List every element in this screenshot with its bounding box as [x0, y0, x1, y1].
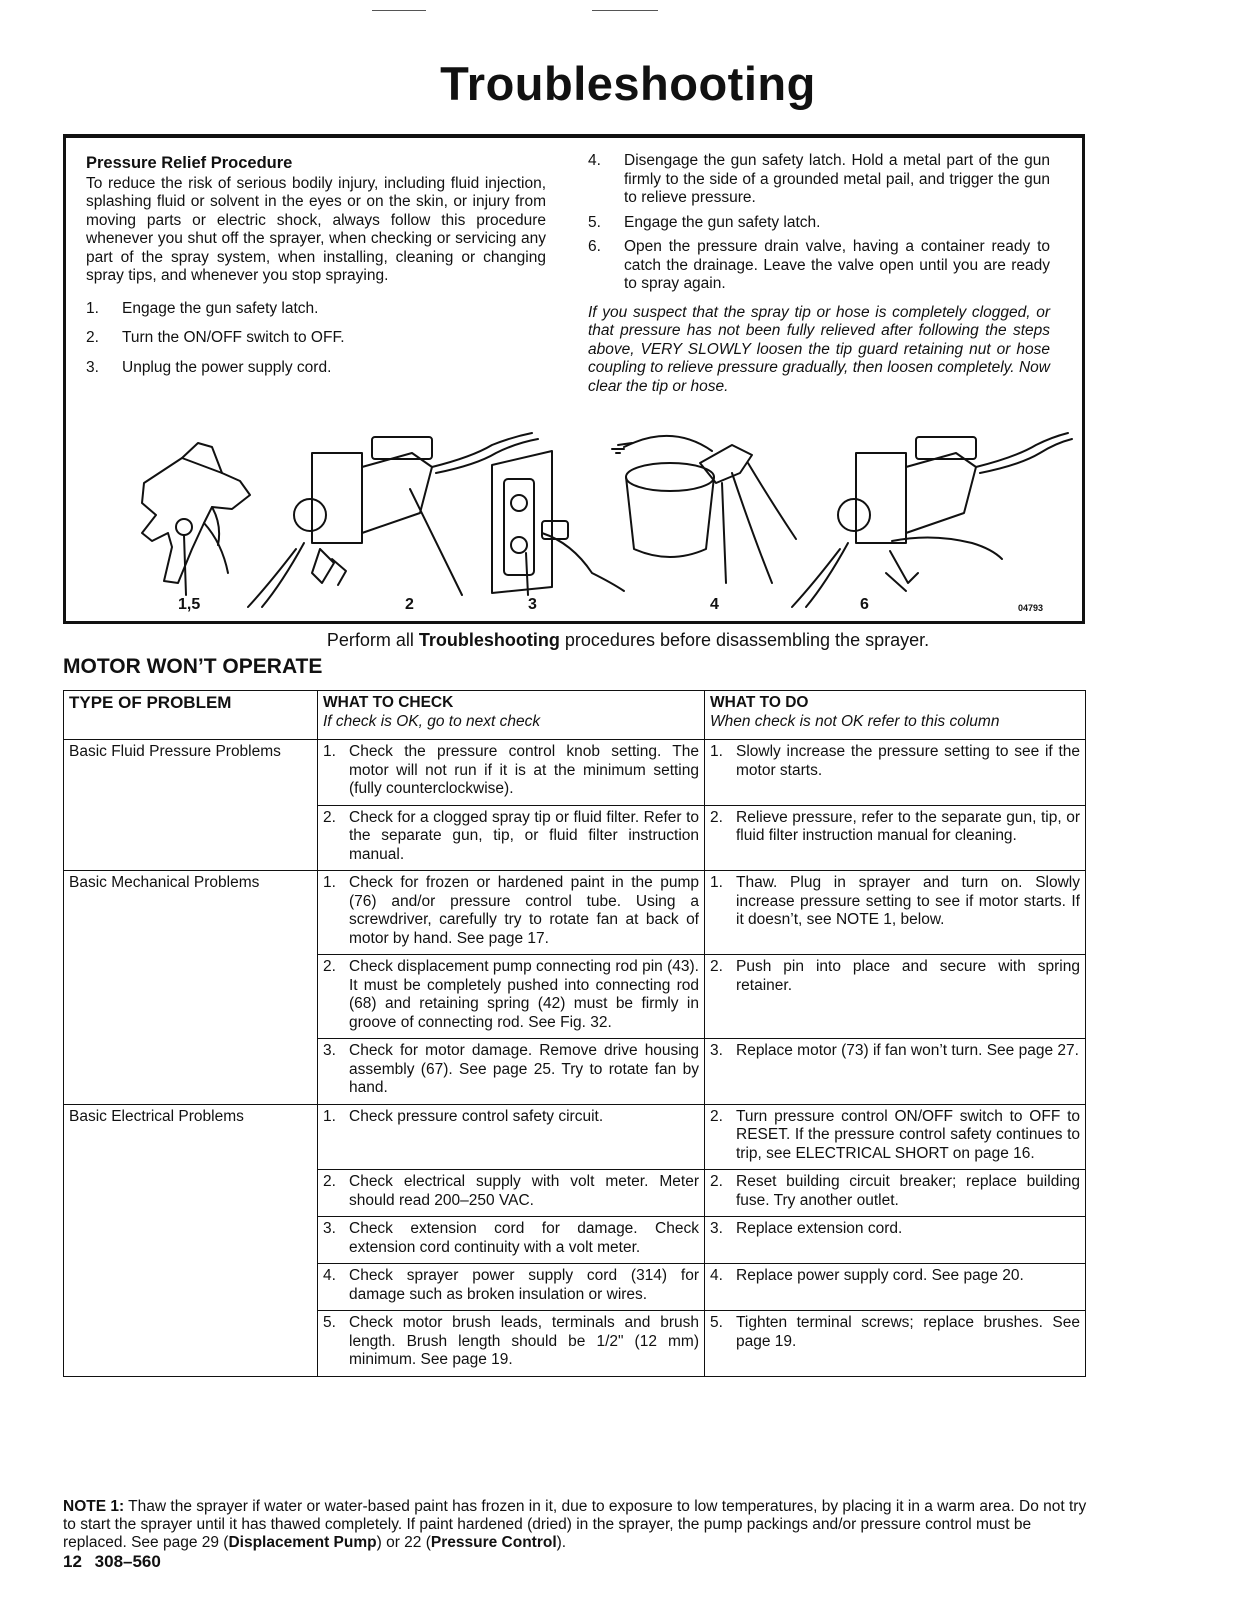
- relief-left-column: [86, 154, 546, 388]
- callout-label: 1,5: [178, 596, 201, 613]
- relief-step: 5. Engage the gun safety latch.: [588, 213, 821, 231]
- relief-illustration: [72, 423, 1080, 617]
- note-1: NOTE 1: Thaw the sprayer if water or water-based paint has frozen in it, due to exposure to low temperatures, by placing it in a warm area. Do not try to start the sprayer until it has thawed completely. If paint hardened (dried) in the sprayer, the pump packings and/or pressure control must be replaced. See page 29 (Displacement Pump) or 22 (Pressure Control).: [63, 1498, 1087, 1551]
- relief-title: Pressure Relief Procedure: [86, 154, 293, 172]
- document-number: 308–560: [94, 1552, 161, 1571]
- check-cell: 2. Check for a clogged spray tip or fluid filter. Refer to the separate gun, tip, or fluid filter instruction manual.: [318, 805, 705, 871]
- problem-category: [64, 1170, 318, 1217]
- check-cell: 1. Check the pressure control knob setting. The motor will not run if it is at the minimum setting (fully counterclockwise).: [318, 740, 705, 806]
- page-number: 12: [63, 1552, 82, 1571]
- table-row: [64, 740, 1086, 806]
- todo-cell: 1. Thaw. Plug in sprayer and turn on. Slowly increase pressure setting to see if motor starts. If it doesn’t, see NOTE 1, below.: [705, 871, 1086, 955]
- table-row: [64, 1170, 1086, 1217]
- problem-category: Basic Electrical Problems: [64, 1104, 318, 1170]
- table-row: [64, 955, 1086, 1039]
- table-row: [64, 1039, 1086, 1105]
- problem-category: [64, 955, 318, 1039]
- relief-right-column: [588, 152, 1050, 396]
- problem-category: [64, 805, 318, 871]
- table-row: [64, 871, 1086, 955]
- todo-cell: 2. Relieve pressure, refer to the separate gun, tip, or fluid filter instruction manual for cleaning.: [705, 805, 1086, 871]
- callout-label: 3: [528, 596, 537, 613]
- todo-cell: 5. Tighten terminal screws; replace brushes. See page 19.: [705, 1311, 1086, 1377]
- todo-cell: 3. Replace motor (73) if fan won’t turn. See page 27.: [705, 1039, 1086, 1105]
- check-cell: 3. Check for motor damage. Remove drive housing assembly (67). See page 25. Try to rotate fan by hand.: [318, 1039, 705, 1105]
- table-row: [64, 1264, 1086, 1311]
- check-cell: 2. Check displacement pump connecting rod pin (43). It must be completely pushed into connecting rod (68) and retaining spring (42) must be firmly in groove of connecting rod. See Fig. 32.: [318, 955, 705, 1039]
- problem-category: [64, 1039, 318, 1105]
- relief-suspect-note: If you suspect that the spray tip or hose is completely clogged, or that pressure has not been fully relieved after following the steps above, VERY SLOWLY loosen the tip guard retaining nut or hose coupling to relieve pressure gradually, then loosen completely. Now clear the tip or hose.: [588, 303, 1050, 395]
- table-row: [64, 1311, 1086, 1377]
- table-row: [64, 1104, 1086, 1170]
- callout-label: 2: [405, 596, 414, 613]
- todo-cell: 4. Replace power supply cord. See page 20.: [705, 1264, 1086, 1311]
- troubleshooting-table: [63, 690, 1086, 1377]
- page-title: Troubleshooting: [440, 57, 816, 110]
- scan-mark: [372, 10, 426, 11]
- illustration-drawing: [72, 423, 1080, 617]
- check-cell: 2. Check electrical supply with volt meter. Meter should read 200–250 VAC.: [318, 1170, 705, 1217]
- header-type-of-problem: TYPE OF PROBLEM: [64, 691, 318, 740]
- table-row: [64, 1217, 1086, 1264]
- problem-category: Basic Mechanical Problems: [64, 871, 318, 955]
- todo-cell: 3. Replace extension cord.: [705, 1217, 1086, 1264]
- callout-label: 6: [860, 596, 869, 613]
- check-cell: 1. Check for frozen or hardened paint in the pump (76) and/or pressure control tube. Using a screwdriver, carefully try to rotate fan at back of motor by hand. See page 17.: [318, 871, 705, 955]
- metal-pail-drawing: [612, 436, 796, 583]
- spray-gun-drawing: [142, 443, 250, 595]
- table-row: [64, 805, 1086, 871]
- problem-category: [64, 1264, 318, 1311]
- todo-cell: 1. Slowly increase the pressure setting to see if the motor starts.: [705, 740, 1086, 806]
- table-header-row: [64, 691, 1086, 740]
- relief-step: 3. Unplug the power supply cord.: [86, 358, 332, 376]
- sprayer-unit-drawing: [248, 433, 538, 607]
- figure-code: 04793: [1018, 603, 1044, 613]
- check-cell: 5. Check motor brush leads, terminals and brush length. Brush length should be 1/2" (12 mm) minimum. See page 19.: [318, 1311, 705, 1377]
- todo-cell: 2. Push pin into place and secure with spring retainer.: [705, 955, 1086, 1039]
- relief-intro: To reduce the risk of serious bodily injury, including fluid injection, splashing fluid or solvent in the eyes or on the skin, or injury from moving parts or electric shock, always follow this procedure whenever you shut off the sprayer, when checking or servicing any part of the spray system, when installing, cleaning or changing spray tips, and whenever you stop spraying.: [86, 174, 546, 284]
- todo-cell: 2. Reset building circuit breaker; replace building fuse. Try another outlet.: [705, 1170, 1086, 1217]
- sprayer-unit-drawing: [792, 433, 1072, 607]
- header-what-to-do: WHAT TO DO When check is not OK refer to this column: [705, 691, 1086, 740]
- callout-label: 4: [710, 596, 719, 613]
- relief-step: 1. Engage the gun safety latch.: [86, 299, 319, 317]
- page-footer: [63, 1552, 161, 1572]
- scan-mark: [592, 10, 658, 11]
- check-cell: 4. Check sprayer power supply cord (314) for damage such as broken insulation or wires.: [318, 1264, 705, 1311]
- pressure-relief-box: [63, 134, 1085, 624]
- section-title: MOTOR WON’T OPERATE: [63, 655, 323, 678]
- relief-steps-right: [588, 152, 1050, 294]
- perform-instruction: Perform all Troubleshooting procedures before disassembling the sprayer.: [326, 630, 930, 650]
- check-cell: 1. Check pressure control safety circuit.: [318, 1104, 705, 1170]
- check-cell: 3. Check extension cord for damage. Check extension cord continuity with a volt meter.: [318, 1217, 705, 1264]
- relief-step: 4. Disengage the gun safety latch. Hold a metal part of the gun firmly to the side of a grounded metal pail, and trigger the gun to relieve pressure.: [588, 152, 1050, 206]
- relief-steps-left: [86, 300, 546, 378]
- todo-cell: 2. Turn pressure control ON/OFF switch to OFF to RESET. If the pressure control safety continues to trip, see ELECTRICAL SHORT on page 16.: [705, 1104, 1086, 1170]
- problem-category: Basic Fluid Pressure Problems: [64, 740, 318, 806]
- problem-category: [64, 1311, 318, 1377]
- relief-step: 2. Turn the ON/OFF switch to OFF.: [86, 329, 345, 346]
- relief-step: 6. Open the pressure drain valve, having a container ready to catch the drainage. Leave the valve open until you are ready to spray again.: [588, 238, 1050, 292]
- wall-outlet-drawing: [492, 451, 624, 595]
- header-what-to-check: WHAT TO CHECK If check is OK, go to next check: [318, 691, 705, 740]
- problem-category: [64, 1217, 318, 1264]
